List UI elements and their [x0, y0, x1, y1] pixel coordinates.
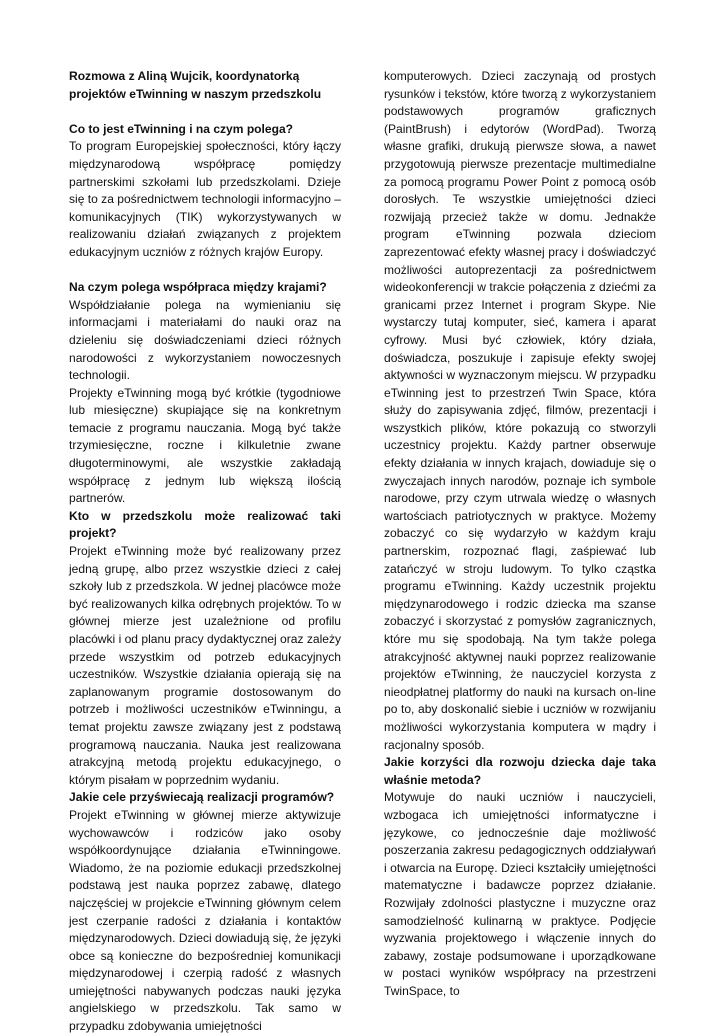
answer-2a: Współdziałanie polega na wymienianiu się informacjami i materiałami do nauki oraz na dzieleniu się doświadczeniami dzieci różnych narodowości z wykorzystaniem nowoczesnych technologii. [69, 297, 341, 383]
spacer [69, 262, 341, 280]
spacer [69, 103, 341, 121]
question-4: Jakie cele przyświecają realizacji programów? [69, 790, 335, 805]
answer-3: Projekt eTwinning może być realizowany przez jedną grupę, albo przez wszystkie dzieci z całej szkoły lub z przedszkola. W jednej placówce może być realizowanych kilka odrębnych projektów. To w głównej mierze jest uzależnione od profilu placówki i od planu pracy dydaktycznej oraz zależy przede wszystkim od potrzeb edukacyjnych uczestników. Wszystkie działania opierają się na zaplanowanym programie dostosowanym do potrzeb i możliwości uczestników eTwinningu, a temat projektu zawsze związany jest z podstawą programową nauczania. Nauka jest realizowana atrakcyjną metodą projektu edukacyjnego, o którym pisałam w poprzednim wydaniu. [69, 544, 341, 787]
question-5: Jakie korzyści dla rozwoju dziecka daje taka właśnie metoda? [384, 755, 656, 787]
question-1: Co to jest eTwinning i na czym polega? [69, 121, 294, 136]
answer-4-continued: komputerowych. Dzieci zaczynają od prostych rysunków i tekstów, które tworzą z wykorzystaniem podstawowych programów graficznych (PaintBrush) i edytorów (WordPad). Tworzą własne grafiki, drukują pierwsze słowa, a nawet przygotowują pierwsze prezentacje multimedialne za pomocą programu Power Point z pomocą osób dorosłych. Te wszystkie umiejętności dzieci rozwijają przecież także w domu. Jednakże program eTwinning pozwala dzieciom zaprezentować efekty własnej pracy i doświadczyć możliwości autoprezentacji za pośrednictwem wideokonferencji w trakcie połączenia z dziećmi za granicami przez Internet i program Skype. Nie wystarczy tutaj komputer, sieć, kamera i aparat cyfrowy. Musi być człowiek, który działa, doświadcza, poszukuje i zapisuje efekty swojej aktywności w wyznaczonym miejscu. W przypadku eTwinning jest to przestrzeń Twin Space, która służy do zapisywania zdjęć, filmów, prezentacji i wszystkich plików, które pokazują co stworzyli uczestnicy projektu. Każdy partner obserwuje efekty działania w innych krajach, dowiaduje się o zwyczajach innych narodów, poznaje ich symbole narodowe, przy czym utrwala wiedzę o własnych wartościach patriotycznych w praktyce. Możemy zobaczyć co się wydarzyło w każdym kraju partnerskim, rozpoznać flagi, zaśpiewać lub zatańczyć w stroju ludowym. To tylko cząstka programu eTwinning. Każdy uczestnik projektu międzynarodowego i rodzic dziecka ma szanse zobaczyć i skorzystać z pomysłów zagranicznych, które mu się spodobają. Na tym także polega atrakcyjność aktywnej nauki poprzez realizowanie projektów eTwinning, że nauczyciel korzysta z nieodpłatnej platformy do nauki na kursach on-line po to, aby doskonalić siebie i uczniów w rozwijaniu możliwości wykorzystania komputera w mądry i racjonalny sposób. [384, 69, 656, 752]
answer-2b: Projekty eTwinning mogą być krótkie (tygodniowe lub miesięczne) skupiające się na konkretnym temacie z programu nauczania. Mogą być także trzymiesięczne, roczne i kilkuletnie zwane długoterminowymi, ale wszystkie zakładają współpracę z jednym lub większą ilością partnerów. [69, 385, 341, 506]
answer-4: Projekt eTwinning w głównej mierze aktywizuje wychowawców i rodziców jako osoby współkoordynujące działania eTwinningowe. Wiadomo, że na poziomie edukacji przedszkolnej podstawą jest nauka poprzez zabawę, dlatego najczęściej w projekcie eTwinning głównym celem jest czerpanie radości z działania i kontaktów międzynarodowych. Dzieci dowiadują się, że języki obce są konieczne do bezpośredniej komunikacji międzynarodowej i czerpią radość z własnych umiejętności nabywanych podczas nauki języka angielskiego w przedszkolu. Tak samo w przypadku zdobywania umiejętności [69, 807, 341, 1034]
left-column [69, 68, 341, 1036]
answer-1: To program Europejskiej społeczności, który łączy międzynarodową współpracę pomiędzy partnerskimi szkołami lub przedszkolami. Dzieje się to za pośrednictwem technologii informacyjno – komunikacyjnych (TIK) wykorzystywanych w realizowaniu działań związanych z projektem edukacyjnym uczniów z różnych krajów Europy. [69, 139, 341, 259]
answer-5: Motywuje do nauki uczniów i nauczycieli, wzbogaca ich umiejętności informatyczne i językowe, co jednocześnie daje możliwość poszerzania zakresu pedagogicznych oddziaływań i otwarcia na Europę. Dzieci kształciły umiejętności matematyczne i badawcze poprzez działanie. Rozwijały zdolności plastyczne i muzyczne oraz samodzielność kulinarną w praktyce. Podjęcie wyzwania projektowego i włączenie innych do zabawy, zostaje podsumowane i uporządkowane w postaci wyników współpracy na przestrzeni TwinSpace, to [384, 790, 656, 998]
question-3: Kto w przedszkolu może realizować taki projekt? [69, 508, 341, 541]
question-2: Na czym polega współpraca między krajami? [69, 280, 327, 295]
right-column [384, 68, 656, 1000]
article-title: Rozmowa z Aliną Wujcik, koordynatorką projektów eTwinning w naszym przedszkolu [69, 69, 322, 101]
